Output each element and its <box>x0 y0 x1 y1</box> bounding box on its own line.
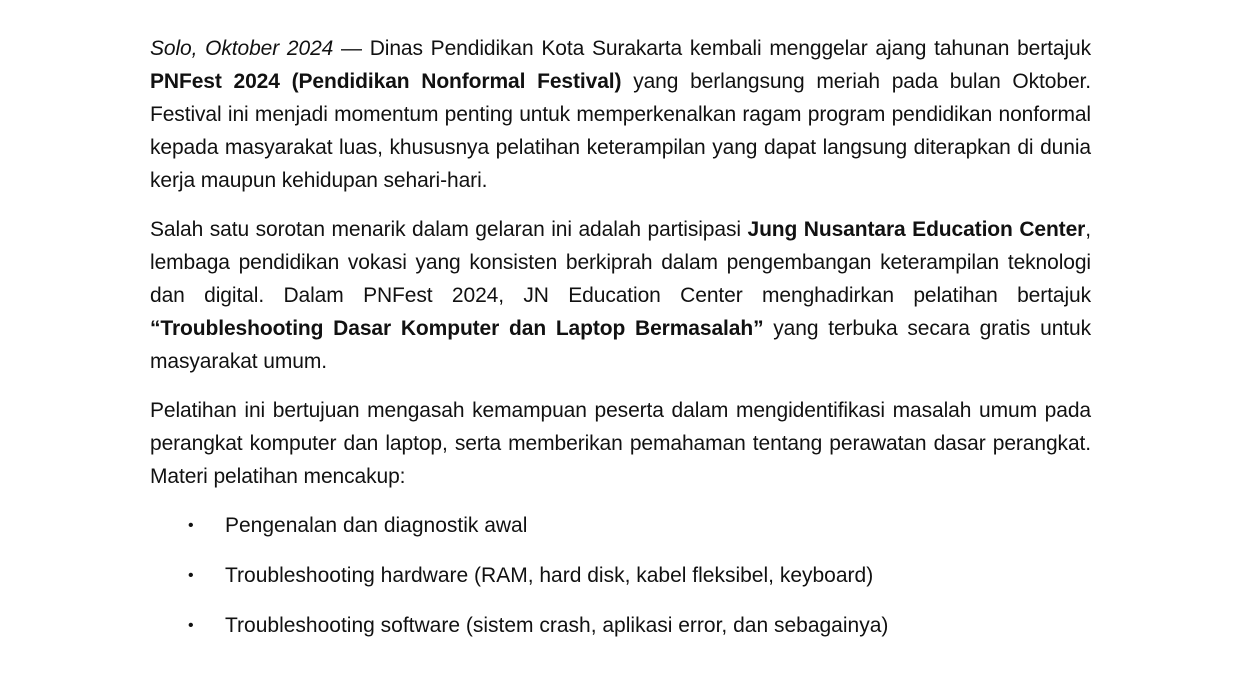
paragraph-objective <box>150 394 1091 493</box>
bullet-icon: • <box>188 567 194 584</box>
highlight-text-c: yang terbuka secara gratis untuk masyarakat umum. <box>150 317 1091 373</box>
list-item-text: Troubleshooting software (sistem crash, aplikasi error, dan sebagainya) <box>225 614 889 637</box>
org-name: Jung Nusantara Education Center <box>747 218 1086 241</box>
dateline: Solo, Oktober 2024 <box>150 37 334 60</box>
list-item <box>150 609 1091 642</box>
highlight-text-b: , lembaga pendidikan vokasi yang konsisten berkiprah dalam pengembangan keterampilan teknologi dan digital. Dalam PNFest 2024, JN Education Center menghadirkan pelatihan bertajuk <box>150 218 1091 307</box>
intro-text-b: yang berlangsung meriah pada bulan Oktober. Festival ini menjadi momentum penting untuk memperkenalkan ragam program pendidikan nonformal kepada masyarakat luas, khususnya pelatihan keterampilan yang dapat langsung diterapkan di dunia kerja maupun kehidupan sehari-hari. <box>150 70 1091 192</box>
materi-list <box>150 509 1091 642</box>
intro-text-a: — Dinas Pendidikan Kota Surakarta kembali menggelar ajang tahunan bertajuk <box>333 37 1091 60</box>
highlight-text-a: Salah satu sorotan menarik dalam gelaran ini adalah partisipasi <box>150 218 748 241</box>
list-item-text: Pengenalan dan diagnostik awal <box>225 514 528 537</box>
event-name: PNFest 2024 (Pendidikan Nonformal Festival) <box>150 70 622 93</box>
bullet-icon: • <box>188 617 194 634</box>
training-title: “Troubleshooting Dasar Komputer dan Laptop Bermasalah” <box>150 317 764 340</box>
list-item <box>150 509 1091 542</box>
objective-text: Pelatihan ini bertujuan mengasah kemampuan peserta dalam mengidentifikasi masalah umum pada perangkat komputer dan laptop, serta memberikan pemahaman tentang perawatan dasar perangkat. Materi pelatihan mencakup: <box>150 399 1091 488</box>
list-item-text: Troubleshooting hardware (RAM, hard disk, kabel fleksibel, keyboard) <box>225 564 874 587</box>
paragraph-highlight <box>150 213 1091 378</box>
paragraph-intro <box>150 32 1091 197</box>
bullet-icon: • <box>188 517 194 534</box>
list-item <box>150 559 1091 592</box>
